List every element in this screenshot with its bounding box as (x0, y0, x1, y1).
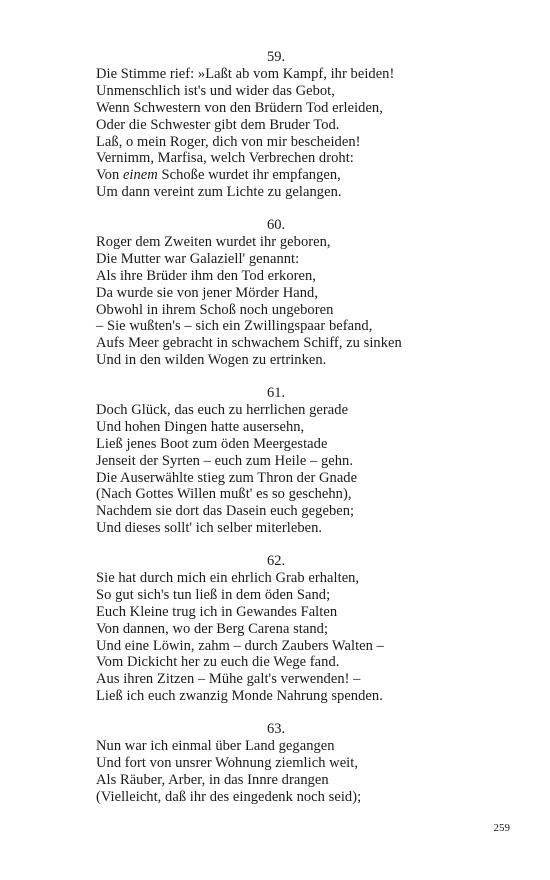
verse-line: Von einem Schoße wurdet ihr empfangen, (96, 167, 341, 184)
verse-line: Und eine Löwin, zahm – durch Zaubers Walten – (96, 637, 384, 654)
verse-line: Als Räuber, Arber, in das Innre drangen (96, 771, 329, 788)
verse-line: Laß, o mein Roger, dich von mir bescheiden! (96, 133, 361, 150)
verse-line: Jenseit der Syrten – euch zum Heile – gehn. (96, 452, 354, 469)
verse-line: – Sie wußten's – sich ein Zwillingspaar befand, (96, 318, 373, 335)
stanza-lines (96, 570, 456, 705)
verse-line: Und fort von unsrer Wohnung ziemlich weit, (96, 754, 359, 771)
verse-line: (Vielleicht, daß ihr des eingedenk noch seid); (96, 788, 362, 805)
emphasis: einem (122, 167, 158, 184)
stanza-60 (96, 217, 456, 369)
stanza-lines (96, 66, 456, 201)
verse-line: Aufs Meer gebracht in schwachem Schiff, zu sinken (96, 335, 402, 352)
verse-line: Nachdem sie dort das Dasein euch gegeben; (96, 503, 355, 520)
stanza-59 (96, 49, 456, 201)
verse-line: Nun war ich einmal über Land gegangen (96, 738, 335, 754)
stanza-number: 63. (266, 721, 286, 737)
verse-line: Ließ ich euch zwanzig Monde Nahrung spenden. (96, 688, 383, 705)
verse-line: Euch Kleine trug ich in Gewandes Falten (96, 603, 338, 620)
stanza-number: 61. (266, 385, 286, 401)
verse-line: Als ihre Brüder ihm den Tod erkoren, (96, 267, 316, 284)
verse-line: Um dann vereint zum Lichte zu gelangen. (96, 184, 342, 201)
verse-line: Wenn Schwestern von den Brüdern Tod erleiden, (96, 99, 383, 116)
verse-line: Und hohen Dingen hatte ausersehn, (96, 418, 305, 435)
stanza-number: 60. (266, 217, 286, 233)
page-number: 259 (493, 822, 510, 834)
verse-line: Obwohl in ihrem Schoß noch ungeboren (96, 301, 334, 318)
stanza-63 (96, 721, 456, 806)
stanza-61 (96, 385, 456, 537)
stanza-62 (96, 553, 456, 705)
verse-line: Sie hat durch mich ein ehrlich Grab erhalten, (96, 570, 360, 586)
verse-line: Da wurde sie von jener Mörder Hand, (96, 284, 318, 301)
verse-line: Die Mutter war Galaziell' genannt: (96, 250, 300, 267)
verse-line: Roger dem Zweiten wurdet ihr geboren, (96, 234, 331, 250)
stanza-lines (96, 402, 456, 537)
verse-line: Doch Glück, das euch zu herrlichen gerade (96, 402, 349, 418)
verse-line: Ließ jenes Boot zum öden Meergestade (96, 435, 328, 452)
stanza-lines (96, 234, 456, 369)
verse-line: Die Stimme rief: »Laßt ab vom Kampf, ihr beiden! (96, 66, 395, 82)
verse-line: (Nach Gottes Willen mußt' es so geschehn), (96, 486, 352, 503)
stanza-number: 62. (266, 553, 286, 569)
verse-line: Unmenschlich ist's und wider das Gebot, (96, 82, 335, 99)
verse-line: Vom Dickicht her zu euch die Wege fand. (96, 654, 340, 671)
verse-line: Die Auserwählte stieg zum Thron der Gnade (96, 469, 358, 486)
verse-line: Und in den wilden Wogen zu ertrinken. (96, 352, 327, 369)
stanza-number: 59. (266, 49, 286, 65)
verse-line: Von dannen, wo der Berg Carena stand; (96, 620, 329, 637)
verse-line: Vernimm, Marfisa, welch Verbrechen droht: (96, 150, 354, 167)
verse-line: Und dieses sollt' ich selber miterleben. (96, 520, 323, 537)
verse-line: Aus ihren Zitzen – Mühe galt's verwenden! – (96, 671, 361, 688)
verse-line: Oder die Schwester gibt dem Bruder Tod. (96, 116, 340, 133)
verse-line: So gut sich's tun ließ in dem öden Sand; (96, 586, 331, 603)
stanza-lines (96, 738, 456, 806)
